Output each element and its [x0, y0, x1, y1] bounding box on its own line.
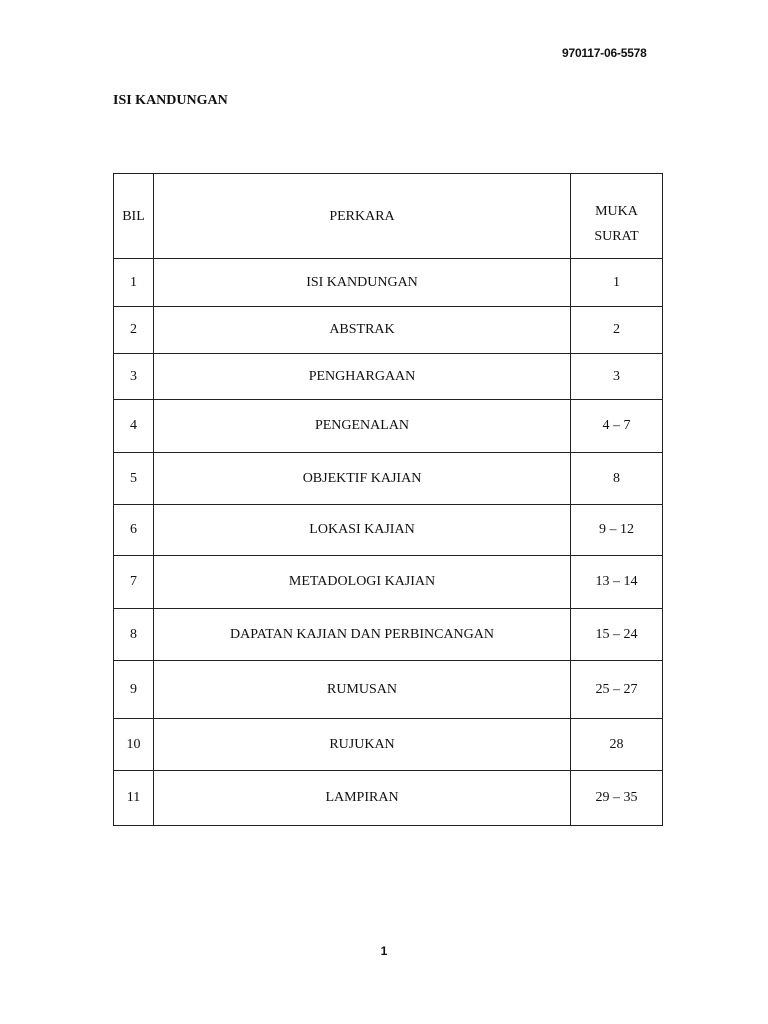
table-row	[114, 307, 663, 354]
cell-muka: 8	[571, 453, 663, 505]
cell-bil: 11	[114, 771, 154, 826]
page-title: ISI KANDUNGAN	[113, 93, 228, 108]
cell-bil: 4	[114, 400, 154, 453]
header-perkara: PERKARA	[154, 174, 571, 259]
header-bil: BIL	[114, 174, 154, 259]
cell-bil: 3	[114, 354, 154, 400]
table-header-row	[114, 174, 663, 259]
cell-perkara: LOKASI KAJIAN	[154, 505, 571, 556]
cell-muka: 3	[571, 354, 663, 400]
header-muka-surat	[571, 174, 663, 259]
cell-perkara: RUMUSAN	[154, 661, 571, 719]
cell-muka: 13 – 14	[571, 556, 663, 609]
table-row	[114, 661, 663, 719]
cell-muka: 28	[571, 719, 663, 771]
cell-bil: 7	[114, 556, 154, 609]
cell-muka: 4 – 7	[571, 400, 663, 453]
table-row	[114, 354, 663, 400]
table-row	[114, 556, 663, 609]
cell-perkara: LAMPIRAN	[154, 771, 571, 826]
document-id: 970117-06-5578	[562, 46, 647, 60]
cell-perkara: ABSTRAK	[154, 307, 571, 354]
header-muka-line2: SURAT	[594, 229, 639, 244]
cell-bil: 9	[114, 661, 154, 719]
table-row	[114, 453, 663, 505]
table-row	[114, 259, 663, 307]
cell-muka: 29 – 35	[571, 771, 663, 826]
cell-perkara: PENGENALAN	[154, 400, 571, 453]
cell-perkara: PENGHARGAAN	[154, 354, 571, 400]
table-row	[114, 719, 663, 771]
cell-muka: 2	[571, 307, 663, 354]
cell-bil: 5	[114, 453, 154, 505]
cell-bil: 8	[114, 609, 154, 661]
cell-muka: 25 – 27	[571, 661, 663, 719]
cell-perkara: OBJEKTIF KAJIAN	[154, 453, 571, 505]
table-row	[114, 609, 663, 661]
page-number-text: 1	[380, 944, 388, 958]
cell-perkara: RUJUKAN	[154, 719, 571, 771]
table-row	[114, 771, 663, 826]
cell-bil: 2	[114, 307, 154, 354]
contents-table	[113, 173, 663, 826]
cell-bil: 10	[114, 719, 154, 771]
table-row	[114, 400, 663, 453]
page-number	[0, 944, 768, 958]
cell-perkara: METADOLOGI KAJIAN	[154, 556, 571, 609]
cell-perkara: DAPATAN KAJIAN DAN PERBINCANGAN	[154, 609, 571, 661]
cell-bil: 6	[114, 505, 154, 556]
table-row	[114, 505, 663, 556]
cell-muka: 9 – 12	[571, 505, 663, 556]
cell-perkara: ISI KANDUNGAN	[154, 259, 571, 307]
cell-muka: 1	[571, 259, 663, 307]
header-muka-line1: MUKA	[595, 204, 638, 219]
cell-bil: 1	[114, 259, 154, 307]
cell-muka: 15 – 24	[571, 609, 663, 661]
